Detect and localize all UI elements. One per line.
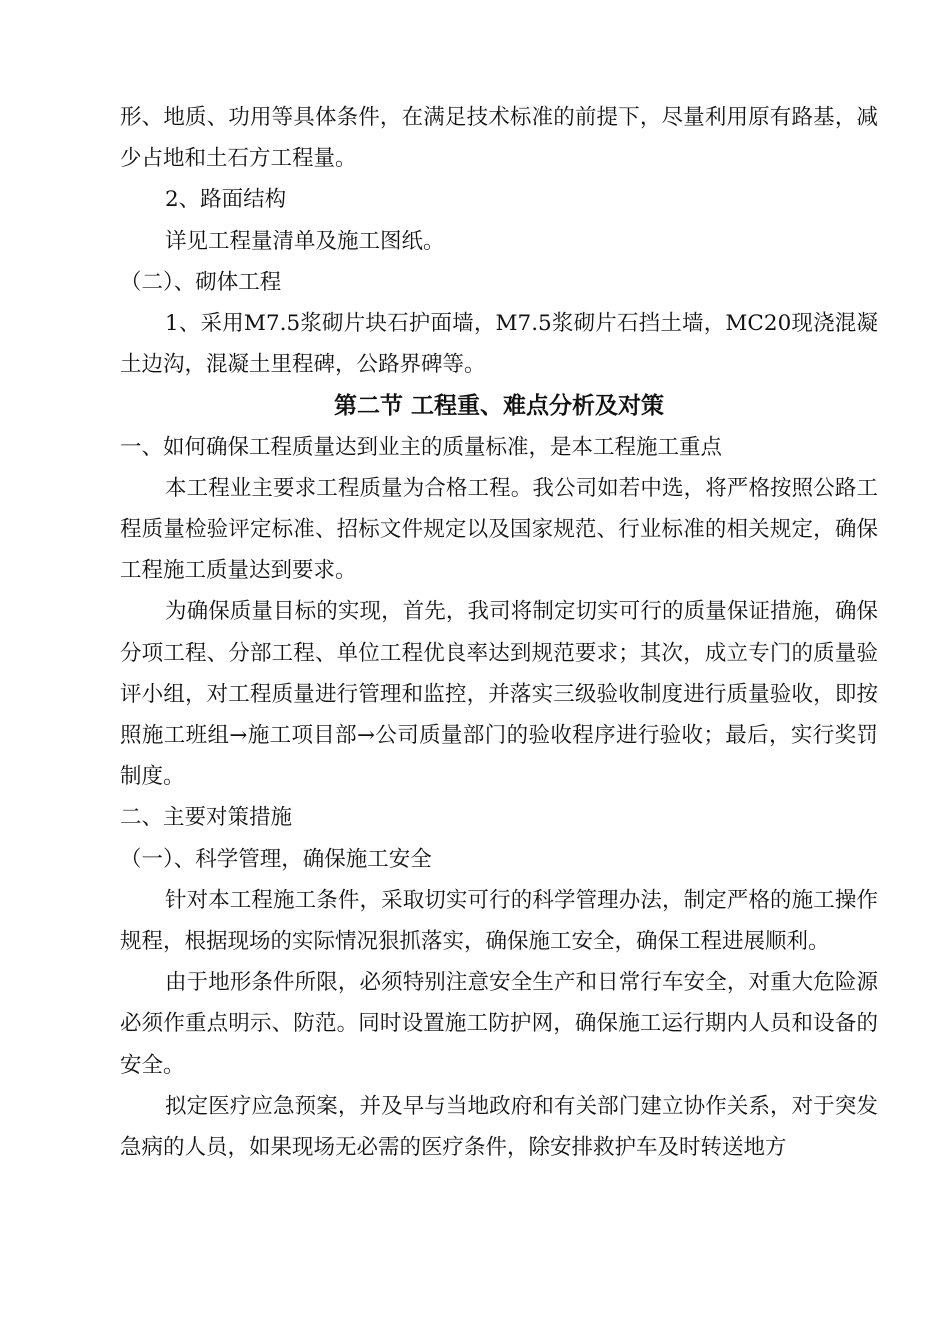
subheading-pavement-structure: 2、路面结构	[165, 187, 287, 213]
paragraph-pavement-detail: 详见工程量清单及施工图纸。	[165, 228, 445, 254]
document-page	[120, 97, 878, 1168]
paragraph-quality-measures: 为确保质量目标的实现，首先，我司将制定切实可行的质量保证措施，确保分项工程、分部工程、单位工程优良率达到规范要求；其次，成立专门的质量验评小组，对工程质量进行管理和监控，并落实三级验收制度进行质量验收，即按照施工班组→施工项目部→公司质量部门的验收程序进行验收；最后，实行奖罚制度。	[120, 599, 878, 790]
heading-quality-focus: 一、如何确保工程质量达到业主的质量标准，是本工程施工重点	[120, 434, 723, 460]
paragraph-management-detail: 针对本工程施工条件，采取切实可行的科学管理办法，制定严格的施工操作规程，根据现场的实际情况狠抓落实，确保施工安全，确保工程进展顺利。	[120, 887, 878, 955]
paragraph-medical-plan: 拟定医疗应急预案，并及早与当地政府和有关部门建立协作关系，对于突发急病的人员，如果现场无必需的医疗条件，除安排救护车及时转送地方	[120, 1093, 878, 1161]
subheading-scientific-management: （一）、科学管理，确保施工安全	[120, 846, 432, 872]
paragraph-roadbed: 形、地质、功用等具体条件，在满足技术标准的前提下，尽量利用原有路基，减少占地和土石方工程量。	[120, 105, 878, 172]
paragraph-masonry-detail: 1、采用M7.5浆砌片块石护面墙，M7.5浆砌片石挡土墙，MC20现浇混凝土边沟，混凝土里程碑，公路界碑等。	[120, 311, 878, 378]
heading-countermeasures: 二、主要对策措施	[120, 805, 293, 831]
paragraph-safety-detail: 由于地形条件所限，必须特别注意安全生产和日常行车安全，对重大危险源必须作重点明示、防范。同时设置施工防护网，确保施工运行期内人员和设备的安全。	[120, 970, 878, 1078]
paragraph-quality-requirement: 本工程业主要求工程质量为合格工程。我公司如若中选，将严格按照公路工程质量检验评定标准、招标文件规定以及国家规范、行业标准的相关规定，确保工程施工质量达到要求。	[120, 475, 878, 584]
section-heading: 第二节 工程重、难点分析及对策	[333, 392, 664, 420]
subheading-masonry: （二）、砌体工程	[120, 269, 282, 295]
